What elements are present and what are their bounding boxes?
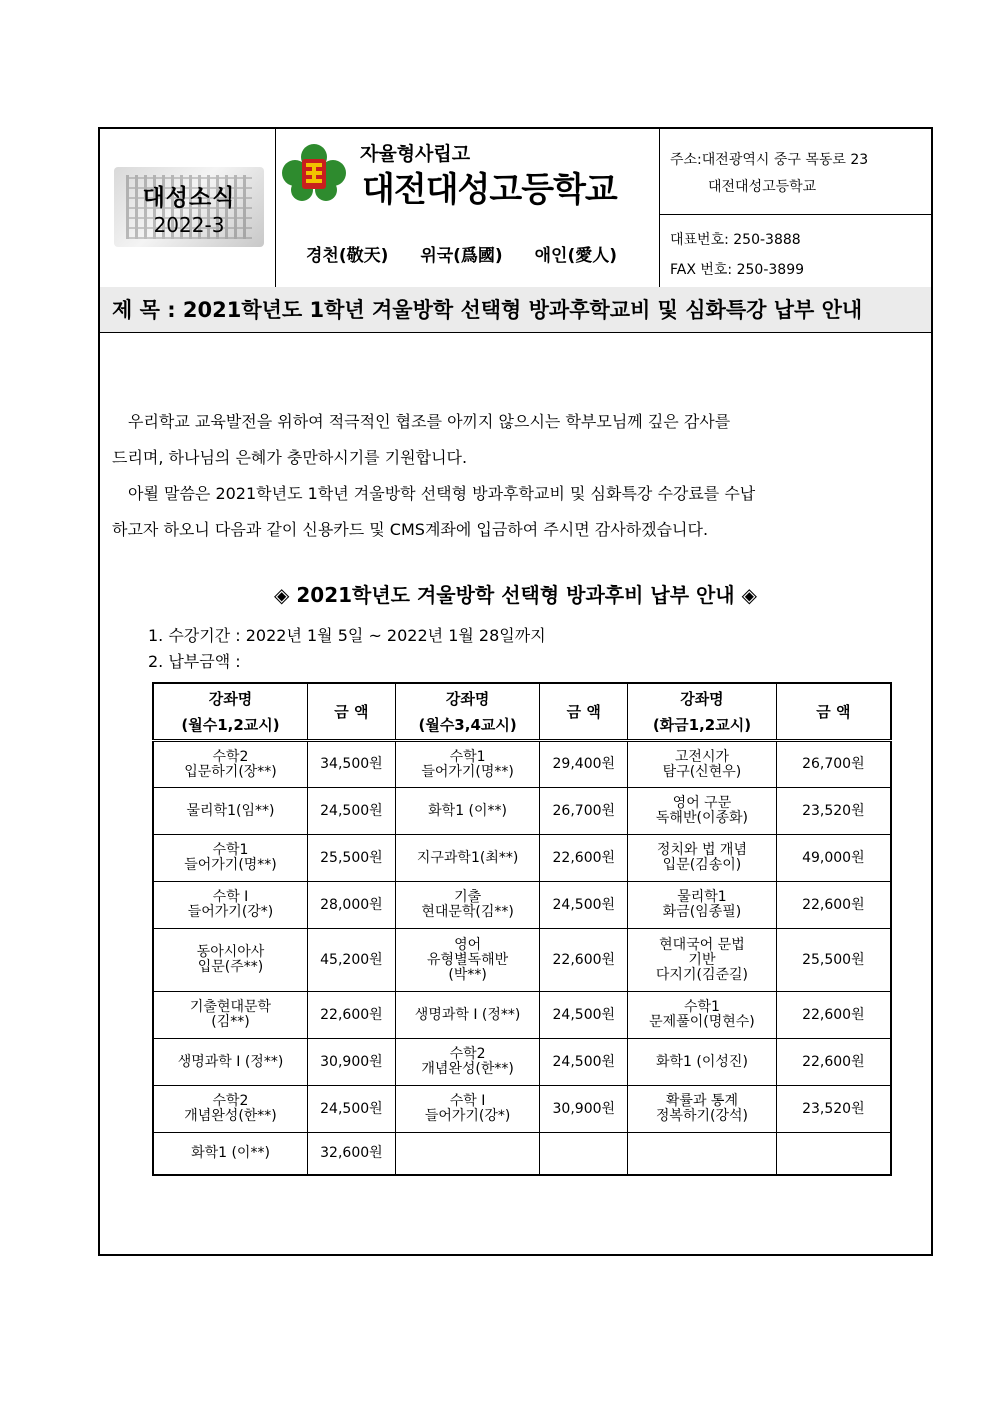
body-paragraph: 우리학교 교육발전을 위하여 적극적인 협조를 아끼지 않으시는 학부모님께 깊은 감사를 bbox=[128, 412, 731, 431]
course-name-text: 현대문학(김**) bbox=[421, 904, 514, 920]
course-name-cell bbox=[628, 1086, 777, 1133]
table-header-row bbox=[153, 683, 891, 741]
course-name-cell bbox=[153, 1039, 307, 1086]
table-row bbox=[153, 741, 891, 788]
course-name-cell bbox=[395, 929, 540, 992]
course-name-text: 입문(김송이) bbox=[662, 857, 742, 873]
course-name-cell bbox=[628, 929, 777, 992]
course-name-text: 정치와 법 개념 bbox=[656, 842, 747, 858]
course-name-cell bbox=[628, 788, 777, 835]
course-name-cell bbox=[395, 1086, 540, 1133]
fee-amount: 23,520원 bbox=[802, 1100, 865, 1117]
column-header bbox=[628, 683, 777, 741]
school-type: 자율형사립고 bbox=[360, 143, 471, 165]
school-motto bbox=[306, 241, 639, 266]
fee-amount: 22,600원 bbox=[552, 849, 616, 866]
column-header-text: 강좌명 bbox=[680, 689, 724, 708]
fee-cell bbox=[776, 788, 891, 835]
fee-amount: 45,200원 bbox=[320, 951, 383, 968]
table-row bbox=[153, 788, 891, 835]
fee-cell bbox=[540, 741, 628, 788]
column-header-text: 강좌명 bbox=[208, 689, 253, 708]
column-header bbox=[776, 683, 891, 741]
table-row bbox=[153, 929, 891, 992]
course-name-text: 확률과 통계 bbox=[665, 1093, 738, 1109]
course-name-text: 입문(주**) bbox=[197, 959, 264, 975]
course-name-cell bbox=[395, 882, 540, 929]
fee-table bbox=[152, 682, 892, 1176]
column-header-text: (월수1,2교시) bbox=[181, 715, 280, 734]
course-name-text: 개념완성(한**) bbox=[184, 1108, 277, 1124]
fee-cell bbox=[307, 1133, 395, 1175]
course-name-cell bbox=[395, 788, 540, 835]
course-name-cell bbox=[395, 1133, 540, 1175]
table-row bbox=[153, 835, 891, 882]
fee-amount: 24,500원 bbox=[320, 1100, 383, 1117]
fee-amount: 25,500원 bbox=[802, 951, 865, 968]
course-name-cell bbox=[153, 882, 307, 929]
course-name-text: 화금(임종필) bbox=[662, 904, 742, 920]
fee-cell bbox=[776, 835, 891, 882]
course-name-cell bbox=[628, 882, 777, 929]
fee-cell bbox=[540, 929, 628, 992]
table-row bbox=[153, 1086, 891, 1133]
course-name-text: 수학2 bbox=[449, 1046, 486, 1062]
motto-item: 경천(敬天) bbox=[306, 246, 389, 266]
column-header bbox=[395, 683, 540, 741]
fee-cell bbox=[540, 1039, 628, 1086]
course-name-text: 수학2 bbox=[212, 1093, 249, 1109]
fee-cell bbox=[776, 882, 891, 929]
newsletter-title: 대성소식 bbox=[142, 185, 236, 211]
course-name-text: 문제풀이(명현수) bbox=[649, 1014, 755, 1030]
course-name-cell bbox=[628, 835, 777, 882]
fee-amount: 23,520원 bbox=[802, 802, 865, 819]
fee-cell bbox=[307, 1039, 395, 1086]
course-name-text: 영어 구문 bbox=[672, 795, 732, 811]
course-name-text: 영어 bbox=[454, 936, 482, 953]
fee-amount: 25,500원 bbox=[320, 849, 383, 866]
fee-amount: 24,500원 bbox=[552, 1053, 616, 1070]
payment-amount-label: 2. 납부금액 : bbox=[148, 652, 241, 671]
fee-cell bbox=[307, 741, 395, 788]
fee-cell bbox=[540, 1086, 628, 1133]
fee-amount: 24,500원 bbox=[320, 802, 383, 819]
course-name-text: 동아시아사 bbox=[196, 944, 265, 960]
contact-cell bbox=[660, 129, 931, 287]
course-name-text: 유형별독해반 bbox=[427, 951, 509, 968]
course-name-cell bbox=[153, 1133, 307, 1175]
fee-cell bbox=[540, 835, 628, 882]
body-paragraph: 드리며, 하나님의 은혜가 충만하시기를 기원합니다. bbox=[112, 448, 468, 467]
course-name-text: 수학2 bbox=[212, 748, 249, 765]
letterhead bbox=[100, 129, 931, 288]
course-name-cell bbox=[395, 992, 540, 1039]
course-name-text: 개념완성(한**) bbox=[421, 1061, 514, 1077]
fee-amount: 22,600원 bbox=[552, 951, 616, 968]
fee-amount: 26,700원 bbox=[802, 756, 865, 772]
course-name-cell bbox=[628, 741, 777, 788]
course-name-cell bbox=[628, 1133, 777, 1175]
fee-cell bbox=[307, 882, 395, 929]
course-name-text: 물리학1 bbox=[677, 889, 727, 905]
fee-amount: 22,600원 bbox=[320, 1006, 383, 1023]
course-name-text: 독해반(이종화) bbox=[655, 810, 748, 826]
column-header-text: (월수3,4교시) bbox=[418, 715, 517, 734]
fee-amount: 24,500원 bbox=[552, 896, 616, 913]
fee-cell bbox=[776, 741, 891, 788]
course-name-cell bbox=[153, 835, 307, 882]
fee-amount: 30,900원 bbox=[320, 1053, 383, 1070]
course-name-cell bbox=[628, 992, 777, 1039]
fee-cell bbox=[776, 1039, 891, 1086]
course-name-text: 화학1 (이**) bbox=[428, 802, 508, 819]
fee-cell bbox=[307, 992, 395, 1039]
course-name-text: (김**) bbox=[211, 1014, 250, 1030]
fee-cell bbox=[776, 1086, 891, 1133]
fee-amount: 49,000원 bbox=[802, 849, 865, 866]
column-header-text: 금 액 bbox=[334, 702, 369, 721]
fee-cell bbox=[540, 992, 628, 1039]
column-header bbox=[540, 683, 628, 741]
fee-cell bbox=[540, 788, 628, 835]
course-name-text: 기반 bbox=[688, 951, 716, 968]
table-row bbox=[153, 992, 891, 1039]
newsletter-badge bbox=[114, 167, 264, 247]
course-name-text: 기출현대문학 bbox=[189, 999, 272, 1015]
course-name-text: 들어가기(명**) bbox=[184, 857, 277, 873]
address-line: 주소:대전광역시 중구 목동로 23 bbox=[670, 152, 869, 168]
fee-cell bbox=[776, 992, 891, 1039]
fee-amount: 22,600원 bbox=[802, 1006, 865, 1023]
column-header bbox=[153, 683, 307, 741]
table-row bbox=[153, 882, 891, 929]
course-name-text: 수학 I bbox=[212, 889, 249, 905]
table-row bbox=[153, 1039, 891, 1086]
fee-cell bbox=[540, 882, 628, 929]
course-name-text: 수학1 bbox=[212, 842, 249, 858]
course-name-text: 수학1 bbox=[449, 748, 486, 765]
fee-amount: 22,600원 bbox=[802, 1053, 865, 1070]
school-cell bbox=[276, 129, 660, 287]
fax-number: FAX 번호: 250-3899 bbox=[670, 262, 805, 278]
course-name-text: 들어가기(강*) bbox=[187, 904, 274, 920]
fee-amount: 24,500원 bbox=[552, 1006, 616, 1023]
course-name-cell bbox=[153, 741, 307, 788]
fee-amount: 34,500원 bbox=[320, 756, 383, 772]
column-header-text: 금 액 bbox=[566, 702, 601, 721]
address-line: 대전대성고등학교 bbox=[708, 179, 817, 195]
course-name-text: 생명과학 I (정**) bbox=[414, 1006, 521, 1023]
newsletter-cell bbox=[100, 129, 276, 287]
course-name-cell bbox=[153, 1086, 307, 1133]
column-header-text: 금 액 bbox=[816, 702, 851, 721]
subject-line: 제 목 : 2021학년도 1학년 겨울방학 선택형 방과후학교비 및 심화특강 납부 안내 bbox=[100, 287, 931, 333]
fee-cell bbox=[307, 835, 395, 882]
fee-cell bbox=[307, 1086, 395, 1133]
fee-amount: 22,600원 bbox=[802, 896, 865, 913]
fee-amount: 26,700원 bbox=[552, 802, 616, 819]
fee-cell bbox=[307, 788, 395, 835]
course-name-text: 다지기(김준길) bbox=[655, 966, 748, 983]
phone-number: 대표번호: 250-3888 bbox=[670, 232, 801, 248]
course-name-text: (박**) bbox=[448, 966, 487, 983]
table-body bbox=[153, 741, 891, 1175]
course-name-text: 고전시가 bbox=[674, 748, 729, 765]
address-box bbox=[660, 129, 931, 215]
fee-amount: 28,000원 bbox=[320, 896, 383, 913]
document-frame bbox=[98, 127, 933, 1256]
motto-item: 위국(爲國) bbox=[420, 246, 503, 266]
course-name-text: 기출 bbox=[454, 889, 482, 905]
column-header-text: 강좌명 bbox=[445, 689, 490, 708]
course-name-cell bbox=[153, 929, 307, 992]
newsletter-issue: 2022-3 bbox=[153, 213, 225, 237]
course-name-text: 화학1 (이성진) bbox=[656, 1053, 748, 1070]
column-header-text: (화금1,2교시) bbox=[652, 715, 752, 734]
fee-amount: 29,400원 bbox=[552, 756, 616, 772]
course-name-text: 물리학1(임**) bbox=[186, 802, 275, 819]
course-name-text: 입문하기(장**) bbox=[184, 763, 277, 780]
fee-amount: 30,900원 bbox=[552, 1100, 616, 1117]
body-paragraph: 아뢸 말씀은 2021학년도 1학년 겨울방학 선택형 방과후학교비 및 심화특강 수강료를 수납 bbox=[128, 484, 756, 503]
motto-item: 애인(愛人) bbox=[534, 246, 618, 266]
course-name-cell bbox=[395, 1039, 540, 1086]
fee-cell bbox=[307, 929, 395, 992]
school-emblem-icon bbox=[280, 143, 348, 205]
fee-cell bbox=[776, 929, 891, 992]
course-name-text: 수학 I bbox=[449, 1093, 486, 1109]
course-name-cell bbox=[395, 741, 540, 788]
fee-cell bbox=[776, 1133, 891, 1175]
fee-amount: 32,600원 bbox=[320, 1144, 383, 1161]
course-period: 1. 수강기간 : 2022년 1월 5일 ~ 2022년 1월 28일까지 bbox=[148, 626, 546, 645]
school-name: 대전대성고등학교 bbox=[362, 170, 617, 210]
table-row bbox=[153, 1133, 891, 1175]
course-name-cell bbox=[628, 1039, 777, 1086]
course-name-text: 탐구(신현우) bbox=[662, 763, 742, 780]
course-name-text: 정복하기(강석) bbox=[655, 1108, 748, 1124]
course-name-text: 생명과학 I (정**) bbox=[177, 1053, 284, 1070]
course-name-text: 현대국어 문법 bbox=[659, 936, 745, 953]
course-name-text: 화학1 (이**) bbox=[191, 1144, 270, 1161]
body-paragraph: 하고자 하오니 다음과 같이 신용카드 및 CMS계좌에 입금하여 주시면 감사하겠습니다. bbox=[112, 520, 709, 539]
fee-cell bbox=[540, 1133, 628, 1175]
course-name-text: 지구과학1(최**) bbox=[416, 849, 519, 866]
course-name-cell bbox=[153, 788, 307, 835]
course-name-text: 들어가기(강*) bbox=[424, 1108, 511, 1124]
course-name-cell bbox=[153, 992, 307, 1039]
course-name-text: 수학1 bbox=[683, 999, 720, 1015]
course-name-cell bbox=[395, 835, 540, 882]
column-header bbox=[307, 683, 395, 741]
section-heading: ◈ 2021학년도 겨울방학 선택형 방과후비 납부 안내 ◈ bbox=[274, 583, 757, 607]
course-name-text: 들어가기(명**) bbox=[421, 763, 514, 780]
